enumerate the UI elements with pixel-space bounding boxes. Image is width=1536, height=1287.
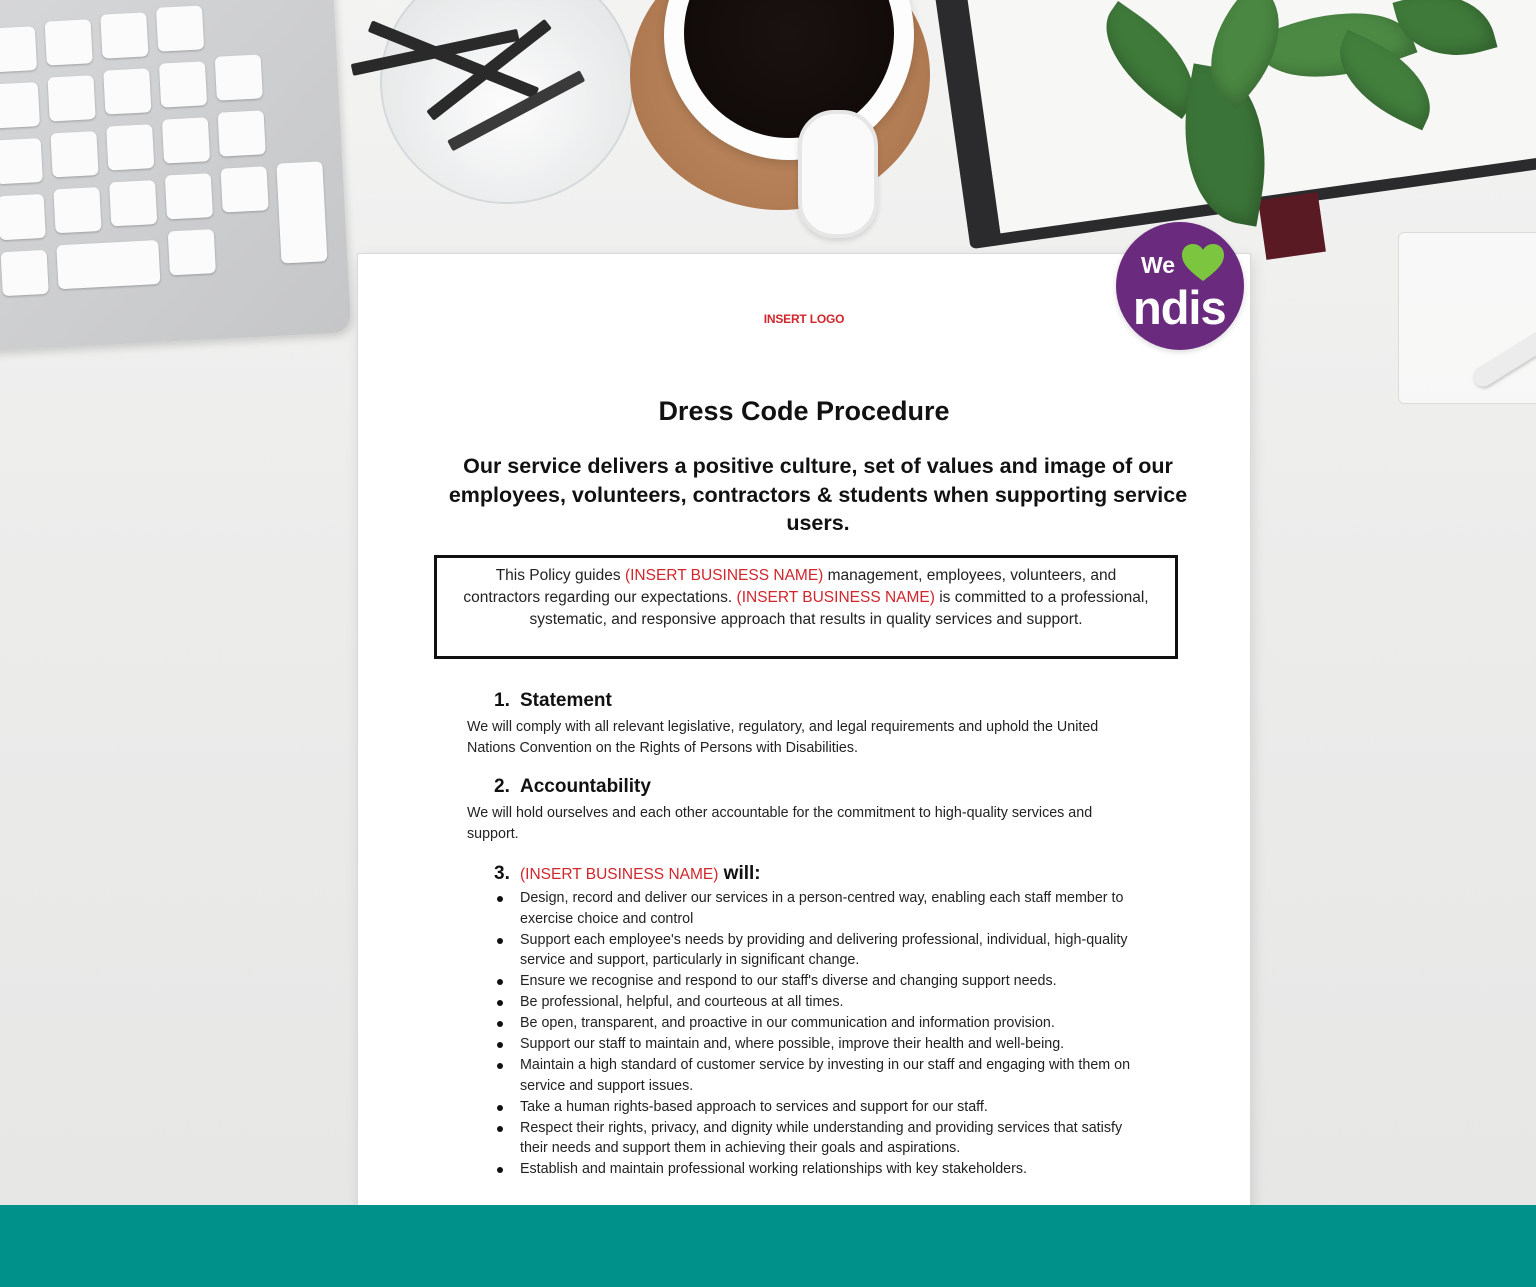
business-name-placeholder: (INSERT BUSINESS NAME) (736, 589, 935, 606)
section-number: 1. (494, 690, 510, 711)
keyboard-image (0, 0, 351, 351)
commitments-list (494, 888, 1134, 1180)
list-item: Take a human rights-based approach to services and support for our staff. (494, 1097, 1134, 1118)
section-heading (494, 863, 761, 885)
section-title: Accountability (520, 776, 651, 797)
document-subtitle: Our service delivers a positive culture, set of values and image of our employees, volunteers, contractors & students when supporting service users. (448, 454, 1188, 535)
section-heading (494, 690, 612, 712)
section-heading (494, 776, 651, 798)
list-item: Support our staff to maintain and, where possible, improve their health and well-being. (494, 1034, 1134, 1055)
badge-ndis-text: ndis (1133, 281, 1226, 334)
section-title: Statement (520, 690, 612, 711)
list-item: Be open, transparent, and proactive in our communication and information provision. (494, 1013, 1134, 1034)
business-name-placeholder: (INSERT BUSINESS NAME) (624, 567, 824, 584)
heart-icon (1182, 244, 1224, 282)
logo-placeholder: INSERT LOGO (763, 312, 845, 326)
business-name-placeholder: (INSERT BUSINESS NAME) (520, 866, 719, 883)
list-item: Design, record and deliver our services in a person-centred way, enabling each staff member to exercise choice and control (494, 888, 1134, 929)
notepad-image (1398, 232, 1536, 404)
intro-text: is committed to a professional, systematic, and responsive approach that results in quality services and support. (529, 589, 1149, 628)
document-title: Dress Code Procedure (658, 396, 950, 426)
section-number: 2. (494, 776, 510, 797)
list-item: Establish and maintain professional working relationships with key stakeholders. (494, 1159, 1134, 1180)
section-number: 3. (494, 863, 510, 884)
list-item: Ensure we recognise and respond to our staff's diverse and changing support needs. (494, 971, 1134, 992)
list-item: Support each employee's needs by providing and delivering professional, individual, high-quality service and support, particularly in significant change. (494, 930, 1134, 971)
list-item: Be professional, helpful, and courteous at all times. (494, 992, 1134, 1013)
list-item: Respect their rights, privacy, and dignity while understanding and providing services that satisfy their needs and support them in achieving their goals and aspirations. (494, 1118, 1134, 1159)
badge-we-text: We (1141, 252, 1176, 278)
intro-box (434, 555, 1178, 659)
section-body: We will hold ourselves and each other accountable for the commitment to high-quality services and support. (467, 805, 1093, 842)
section-body: We will comply with all relevant legislative, regulatory, and legal requirements and uphold the United Nations Convention on the Rights of Persons with Disabilities. (467, 719, 1099, 756)
list-item: Maintain a high standard of customer service by investing in our staff and engaging with them on service and support issues. (494, 1055, 1134, 1096)
section-title: will: (723, 863, 761, 884)
intro-text: management, employees, volunteers, and contractors regarding our expectations. (463, 567, 1117, 606)
intro-text: This Policy guides (495, 567, 625, 584)
document-page (358, 254, 1250, 1214)
footer-bar (0, 1205, 1536, 1287)
we-love-ndis-badge (1116, 222, 1244, 350)
